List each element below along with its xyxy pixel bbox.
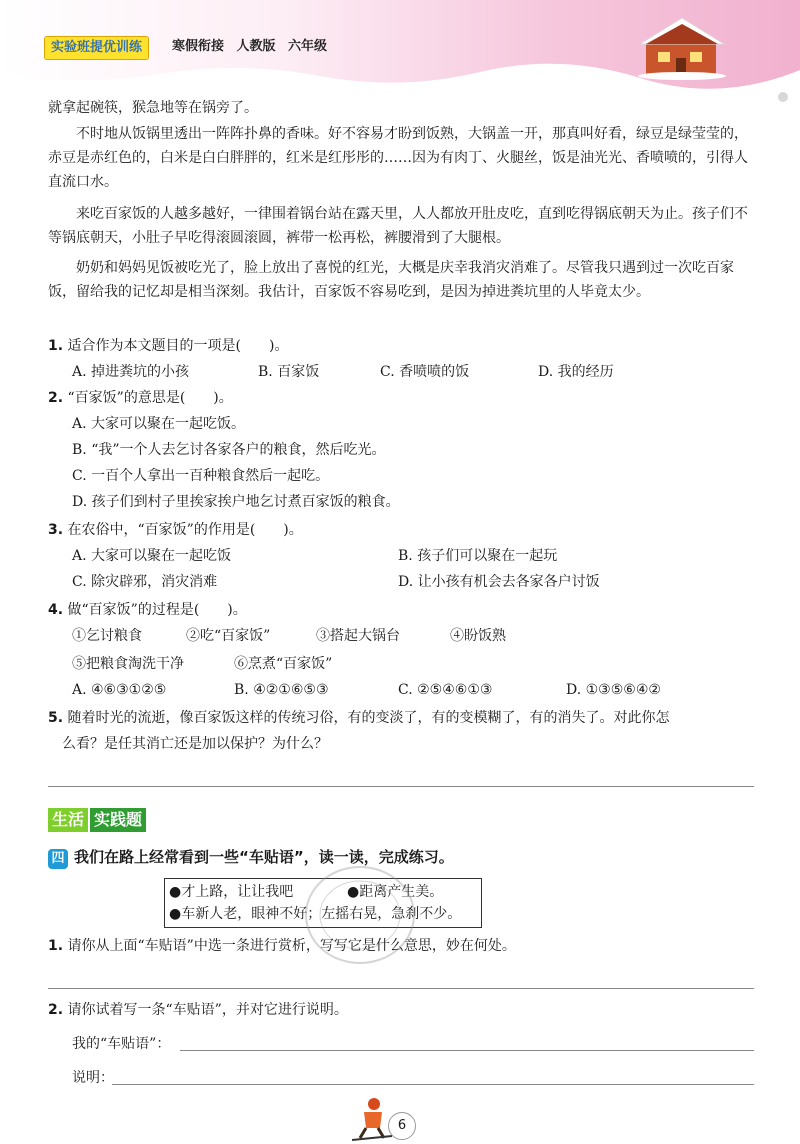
question-number: 1.: [48, 338, 64, 354]
slogan-1: ●才上路，让让我吧: [169, 884, 294, 900]
explain-answer-line[interactable]: [112, 1084, 754, 1085]
part-4-question-2: [48, 1000, 348, 1020]
question-number: 2.: [48, 390, 64, 406]
option-c: C. 香喷喷的饭: [380, 364, 470, 380]
answer-line: [48, 988, 754, 989]
snow-house-icon: [636, 10, 728, 80]
question-text: 随着时光的流逝，像百家饭这样的传统习俗，有的变淡了，有的变模糊了，有的消失了。对此你怎: [67, 710, 670, 726]
question-number: 5.: [48, 710, 64, 726]
question-number: 2.: [48, 1002, 64, 1018]
option-b: B. 百家饭: [258, 364, 320, 380]
option-d: D. 我的经历: [538, 364, 614, 380]
part-4-title: 我们在路上经常看到一些“车贴语”，读一读，完成练习。: [74, 848, 454, 866]
question-4: [48, 600, 247, 620]
passage-paragraph-3: 来吃百家饭的人越多越好，一律围着锅台站在露天里，人人都放开肚皮吃，直到吃得锅底朝天为止。孩子们不等锅底朝天，小肚子早吃得滚圆滚圆，裤带一松再松，裤腰滑到了大腿根。: [48, 206, 748, 246]
question-text: 请你试着写一条“车贴语”，并对它进行说明。: [67, 1002, 348, 1018]
question-5: [48, 708, 670, 728]
step-3: ③搭起大锅台: [316, 628, 400, 644]
explain-label: 说明：: [72, 1070, 114, 1086]
question-number: 3.: [48, 522, 64, 538]
question-text: 适合作为本文题目的一项是( )。: [67, 338, 289, 354]
step-2: ②吃“百家饭”: [186, 628, 271, 644]
series-tag: 实验班提优训练: [44, 36, 149, 60]
option-a: A. 掉进粪坑的小孩: [72, 364, 190, 380]
section-title-part-2: 实践题: [88, 808, 146, 832]
slogan-2: ●距离产生美。: [347, 884, 444, 900]
option-d: D. ①③⑤⑥④②: [566, 682, 661, 698]
option-a: A. ④⑥③①②⑤: [72, 682, 167, 698]
question-text: “百家饭”的意思是( )。: [67, 390, 233, 406]
answer-line: [48, 786, 754, 787]
header-subtitle: 寒假衔接 人教版 六年级: [172, 39, 328, 54]
option-b: B. 孩子们可以聚在一起玩: [398, 548, 558, 564]
question-3: [48, 520, 303, 540]
passage-paragraph-4: 奶奶和妈妈见饭被吃光了，脸上放出了喜悦的红光，大概是庆幸我消灾消难了。尽管我只遇到过一次吃百家饭，留给我的记忆却是相当深刻。我估计，百家饭不容易吃到，是因为掉进粪坑里的人毕竟太少。: [48, 260, 734, 300]
question-5-continued: 么看？是任其消亡还是加以保护？为什么？: [62, 736, 328, 752]
option-d: D. 让小孩有机会去各家各户讨饭: [398, 574, 600, 590]
option-a: A. 大家可以聚在一起吃饭。: [72, 416, 246, 432]
step-4: ④盼饭熟: [450, 628, 506, 644]
my-slogan-label: 我的“车贴语”：: [72, 1036, 171, 1052]
page-header: [0, 0, 800, 90]
my-slogan-answer-line[interactable]: [180, 1050, 754, 1051]
step-1: ①乞讨粮食: [72, 628, 142, 644]
skier-icon: [350, 1096, 394, 1142]
question-number: 4.: [48, 602, 64, 618]
decorative-dot: [778, 92, 788, 102]
question-text: 请你从上面“车贴语”中选一条进行赏析，写写它是什么意思，妙在何处。: [67, 938, 516, 954]
section-title: [48, 808, 146, 832]
step-6: ⑥烹煮“百家饭”: [234, 656, 333, 672]
option-c: C. ②⑤④⑥①③: [398, 682, 493, 698]
option-c: C. 一百个人拿出一百种粮食然后一起吃。: [72, 468, 330, 484]
option-a: A. 大家可以聚在一起吃饭: [72, 548, 232, 564]
passage-line-1: 就拿起碗筷，猴急地等在锅旁了。: [48, 100, 258, 116]
question-text: 在农俗中，“百家饭”的作用是( )。: [67, 522, 303, 538]
option-c: C. 除灾辟邪，消灾消难: [72, 574, 218, 590]
step-5: ⑤把粮食淘洗干净: [72, 656, 184, 672]
option-b: B. “我”一个人去乞讨各家各户的粮食，然后吃光。: [72, 442, 386, 458]
passage-paragraph-2: 不时地从饭锅里透出一阵阵扑鼻的香味。好不容易才盼到饭熟，大锅盖一开，那真叫好看，绿豆是绿莹莹的，赤豆是赤红色的，白米是白白胖胖的，红米是红彤彤的……因为有肉丁、火腿丝，饭是油光光、香喷喷的，引得人直流口水。: [48, 126, 748, 190]
part-number-badge: 四: [48, 849, 68, 869]
part-4-question-1: [48, 936, 516, 956]
section-title-part-1: 生活: [48, 808, 88, 832]
question-1: [48, 336, 288, 356]
question-number: 1.: [48, 938, 64, 954]
question-2: [48, 388, 233, 408]
slogan-3: ●车新人老，眼神不好；左摇右晃，急刹不少。: [169, 906, 462, 922]
page-number: 6: [388, 1112, 416, 1140]
option-d: D. 孩子们到村子里挨家挨户地乞讨煮百家饭的粮食。: [72, 494, 400, 510]
question-text: 做“百家饭”的过程是( )。: [67, 602, 247, 618]
option-b: B. ④②①⑥⑤③: [234, 682, 329, 698]
